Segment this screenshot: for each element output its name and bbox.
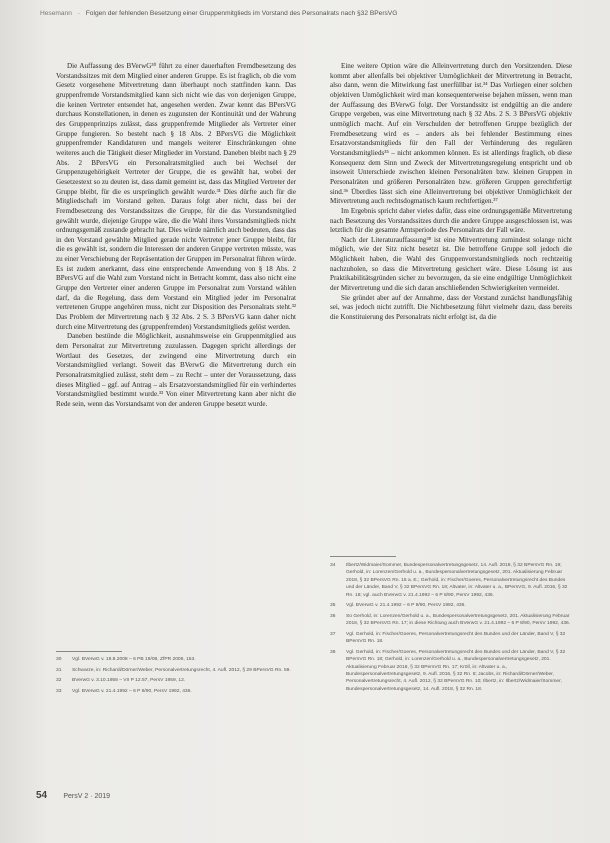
right-paragraph: Im Ergebnis spricht daher vieles dafür, dass eine ordnungsgemäße Mitvertretung nach Besetzung des Vorstandssitzes durch die andere Gruppe ausgeschlossen ist, was letztlich für die gesamte Amtsperiode des Personalrats der Fall wäre. [330, 206, 572, 235]
footnote-number: 32 [56, 678, 62, 684]
footnote-text: Vgl. BVerwG v. 21.4.1992 – 6 P 8/90, PersV 1992, 436. [72, 688, 192, 694]
footnote-text: Schwarze, in: Richardi/Dörner/Weber, Personalvertretungsrecht, 4. Aufl. 2012, § 29 BPersVG Rn. 59. [72, 667, 291, 673]
left-column [56, 62, 296, 410]
footnote [56, 656, 296, 663]
footnote [330, 562, 572, 599]
page-number: 54 [36, 790, 48, 801]
footnote-number: 37 [330, 631, 336, 637]
footnote-number: 33 [56, 688, 62, 694]
running-header [40, 10, 580, 17]
footnote-text: So Gerhold, in: Lorenzen/Gerhold u. a., Bundespersonalvertretungsgesetz, 201. Aktualisierung Februar 2018, § 32 BPersVG Rn. 17; in diese Richtung auch BVerwG v. 21.4.1992 – 6 P 8/90, PersV 1992, 436. [346, 613, 571, 627]
right-paragraph: Eine weitere Option wäre die Alleinvertretung durch den Vorsitzenden. Diese kommt aber allenfalls bei objektiver Unmöglichkeit der Mitvertretung in Betracht, also dann, wenn die Mitwirkung fast unerfüllbar ist.³⁴ Das Vorliegen einer solchen objektiven Unmöglichkeit wird man konsequenterweise bejahen müssen, wenn man der Auffassung des BVerwG folgt. Der Vorstandssitz ist endgültig an die andere Gruppe vergeben, was eine Mitvertretung nach § 32 Abs. 2 S. 3 BPersVG objektiv unmöglich macht. Auf ein Verschulden der betroffenen Gruppe bezüglich der Fremdbesetzung wird es – anders als bei fehlender Bestimmung eines Ersatzvorstandsmitglieds für den Fall der Verhinderung des regulären Vorstandsmitglieds³⁵ – nicht ankommen können. Es ist allerdings fraglich, ob diese Konsequenz dem Sinn und Zweck der Mitvertretungsregelung entspricht und ob insoweit Unterschiede zwischen kleinen Personalräten bzw. kleinen Gruppen in Personalräten und größeren Personalräten bzw. größeren Gruppen gerechtfertigt sind.³⁶ Überdies lässt sich eine Alleinvertretung bei objektiver Unmöglichkeit der Mitvertretung auch rechtsdogmatisch kaum rechtfertigen.³⁷ [330, 62, 572, 206]
footnote-number: 35 [330, 603, 336, 609]
journal-name: PersV 2 · 2019 [63, 793, 111, 800]
right-footnotes [330, 562, 572, 696]
footnote [56, 688, 296, 695]
footnote-text: Vgl. BVerwG v. 18.8.2008 – 6 PB 19/08, ZfPR 2009, 153. [72, 657, 196, 662]
footnote-divider [56, 651, 122, 652]
left-paragraph: Daneben bestünde die Möglichkeit, ausnahmsweise ein Gruppenmitglied aus dem Personalrat zur Mitvertretung zuzulassen. Dagegen spricht allerdings der Wortlaut des Gesetzes, der zwingend eine Mitvertretung durch ein Vorstandsmitglied verlangt. Soweit das BVerwG die Mitvertretung durch ein Personalratsmitglied zulässt, steht dem – zu Recht – unter der Voraussetzung, dass dieses Mitglied – ggf. auf Antrag – als Ersatzvorstandsmitglied für ein verhindertes Vorstandsmitglied bestimmt wurde.³³ Von einer Mitvertretung kann aber nicht die Rede sein, wenn das Vorstandsamt von der anderen Gruppe besetzt wurde. [56, 332, 296, 408]
header-separator: · [77, 10, 80, 17]
footnote [56, 677, 296, 684]
footnote [330, 613, 572, 628]
page-footer [36, 790, 576, 801]
left-paragraph: Die Auffassung des BVerwG³⁰ führt zu einer dauerhaften Fremdbesetzung des Vorstandssitzes mit dem Mitglied einer anderen Gruppe. Es ist fraglich, ob die vom Gesetz vorgesehene Mitvertretung dann überhaupt noch stattfinden kann. Das gruppenfremde Vorstandsmitglied kann sich nicht wie das von derjenigen Gruppe, die keinen Vertreter entsendet hat, angesehen werden. Zwar kennt das BPersVG durchaus Konstellationen, in denen es zugunsten der Kontinuität und der Wahrung des Gruppenprinzips zulässt, dass gruppenfremde Mitglieder als Vertreter einer Gruppe fungieren. So besteht nach § 18 Abs. 2 BPersVG die Möglichkeit gruppenfremder Kandidaturen und mangels weiterer Einschränkungen ohne weiteres auch die Tätigkeit dieser Mitglieder im Vorstand. Daneben bleibt nach § 29 Abs. 2 BPersVG ein Personalratsmitglied auch bei Wechsel der Gruppenzugehörigkeit Vertreter der Gruppe, die es gewählt hat, wobei der Gesetzestext so zu deuten ist, dass damit gemeint ist, dass das Mitglied Vertreter der Gruppe bleibt, für die es ursprünglich gewählt wurde.³¹ Dies dürfte auch für die Mitgliedschaft im Vorstand gelten. Daraus folgt aber nicht, dass bei der Fremdbesetzung des Vorstandssitzes die Gruppe, für die das Vorstandsmitglied gewählt wurde, diejenige Gruppe wäre, die die Wahl ihres Vorstandsmitglieds nicht ordnungsgemäß zustande gebracht hat. Dies würde nämlich auch bedeuten, dass das in den Vorstand gewählte Mitglied gerade nicht Vertreter jener Gruppe bleibt, für die es gewählt ist, sondern die Interessen der anderen Gruppe vertreten müsste, was zu einer Verschiebung der Repräsentation der Gruppen im Personalrat führen würde. Es ist zudem anerkannt, dass eine entsprechende Anwendung von § 18 Abs. 2 BPersVG auf die Wahl zum Vorstand nicht in Betracht kommt, dass also nicht eine Gruppe den Vertreter einer anderen Gruppe im Personalrat zum Vorstand wählen darf, da die Regelung, dass dem Vorstand ein Mitglied jeder im Personalrat vertretenen Gruppe angehören muss, nicht zur Disposition des Personalrats steht.³² Das Problem der Mitvertretung nach § 32 Abs. 2 S. 3 BPersVG kann daher nicht durch eine Mitvertretung des (gruppenfremden) Vorstandsmitglieds gelöst werden. [56, 62, 296, 331]
footnote [330, 631, 572, 646]
footnote-text: Vgl. Gerhold, in: Fischer/Goeres, Personalvertretungsrecht des Bundes und der Länder, Band V, § 32 BPersVG Rn. 18; Gerhold, in: Lorenzen/Gerhold u. a., Bundespersonalvertretungsgesetz, 201. Aktualisierung Februar 2018, § 32 BPersVG Rn. 17; Kröll, in: Altvater u. a., Bundespersonalvertretungsgesetz, 9. Aufl. 2016, § 32 Rn. 8; Jacobs, in: Richardi/Dörner/Weber, Personalvertretungsrecht, 4. Aufl. 2012, § 32 BPersVG Rn. 10; Ilbertz, in: Ilbertz/Widmaier/Sommer, Bundespersonalvertretungsgesetz, 14. Aufl. 2018, § 32 Rn. 18. [346, 649, 566, 692]
footnote [56, 667, 296, 674]
footnote-number: 34 [330, 563, 336, 568]
footnote-text: Ilbertz/Widmaier/Sommer, Bundespersonalvertretungsgesetz, 14. Aufl. 2018, § 32 BPersVG Rn. 19; Gerhold, in: Lorenzen/Gerhold u. a., Bundespersonalvertretungsgesetz, 201. Aktualisierung Februar 2018, § 32 BPersVG Rn. 15 a. E.; Gerhold, in: Fischer/Goeres, Personalvertretungsrecht des Bundes und der Länder, Band V, § 32 BPersVG Rn. 18; Altvater, in: Altvater u. a., BPersVG, 9. Aufl. 2016, § 32 Rn. 18; vgl. auch BVerwG v. 21.4.1992 – 6 P 8/90, PersV 1992, 436. [346, 563, 568, 598]
footnote-text: Vgl. Gerhold, in: Fischer/Goeres, Personalvertretungsrecht des Bundes und der Länder, Band V, § 32 BPersVG Rn. 18. [346, 631, 566, 645]
right-column [330, 62, 572, 323]
footnote-number: 36 [330, 613, 336, 619]
header-title: Folgen der fehlenden Besetzung einer Gruppenmitglieds im Vorstand des Personalrats nach §32 BPersVG [85, 10, 398, 17]
right-paragraph: Sie gründet aber auf der Annahme, dass der Vorstand zunächst handlungsfähig sei, was jedoch nicht zutrifft. Die Nichtbesetzung führt vielmehr dazu, dass bereits die Konstituierung des Personalrats nicht erfolgt ist, da die [330, 293, 572, 322]
footnote [330, 649, 572, 693]
footnote-divider [330, 556, 396, 557]
footnote-number: 31 [56, 667, 62, 673]
footnote-text: Vgl. BVerwG v. 21.4.1992 – 6 P 8/90, PersV 1992, 436. [346, 603, 466, 609]
right-paragraph: Nach der Literaturauffassung³⁸ ist eine Mitvertretung zumindest solange nicht möglich, wie der Sitz nicht besetzt ist. Die betroffene Gruppe soll jedoch die Möglichkeit haben, die Wahl des Gruppenvorstandsmitglieds noch rechtzeitig nachzuholen, so dass die Mitvertretung gesichert wäre. Diese Lösung ist aus Praktikabilitätsgründen sicher zu bevorzugen, da sie eine endgültige Unmöglichkeit der Mitvertretung und die sich daran anschließenden Schwierigkeiten vermeidet. [330, 235, 572, 293]
left-footnotes [56, 656, 296, 698]
footnote-number: 30 [56, 657, 62, 662]
footnote [330, 602, 572, 609]
header-author: Hesemann [40, 10, 72, 17]
footnote-text: BVerwG v. 3.10.1958 – VII P 12.57, PersV 1959, 12. [72, 678, 186, 684]
footnote-number: 38 [330, 649, 336, 655]
